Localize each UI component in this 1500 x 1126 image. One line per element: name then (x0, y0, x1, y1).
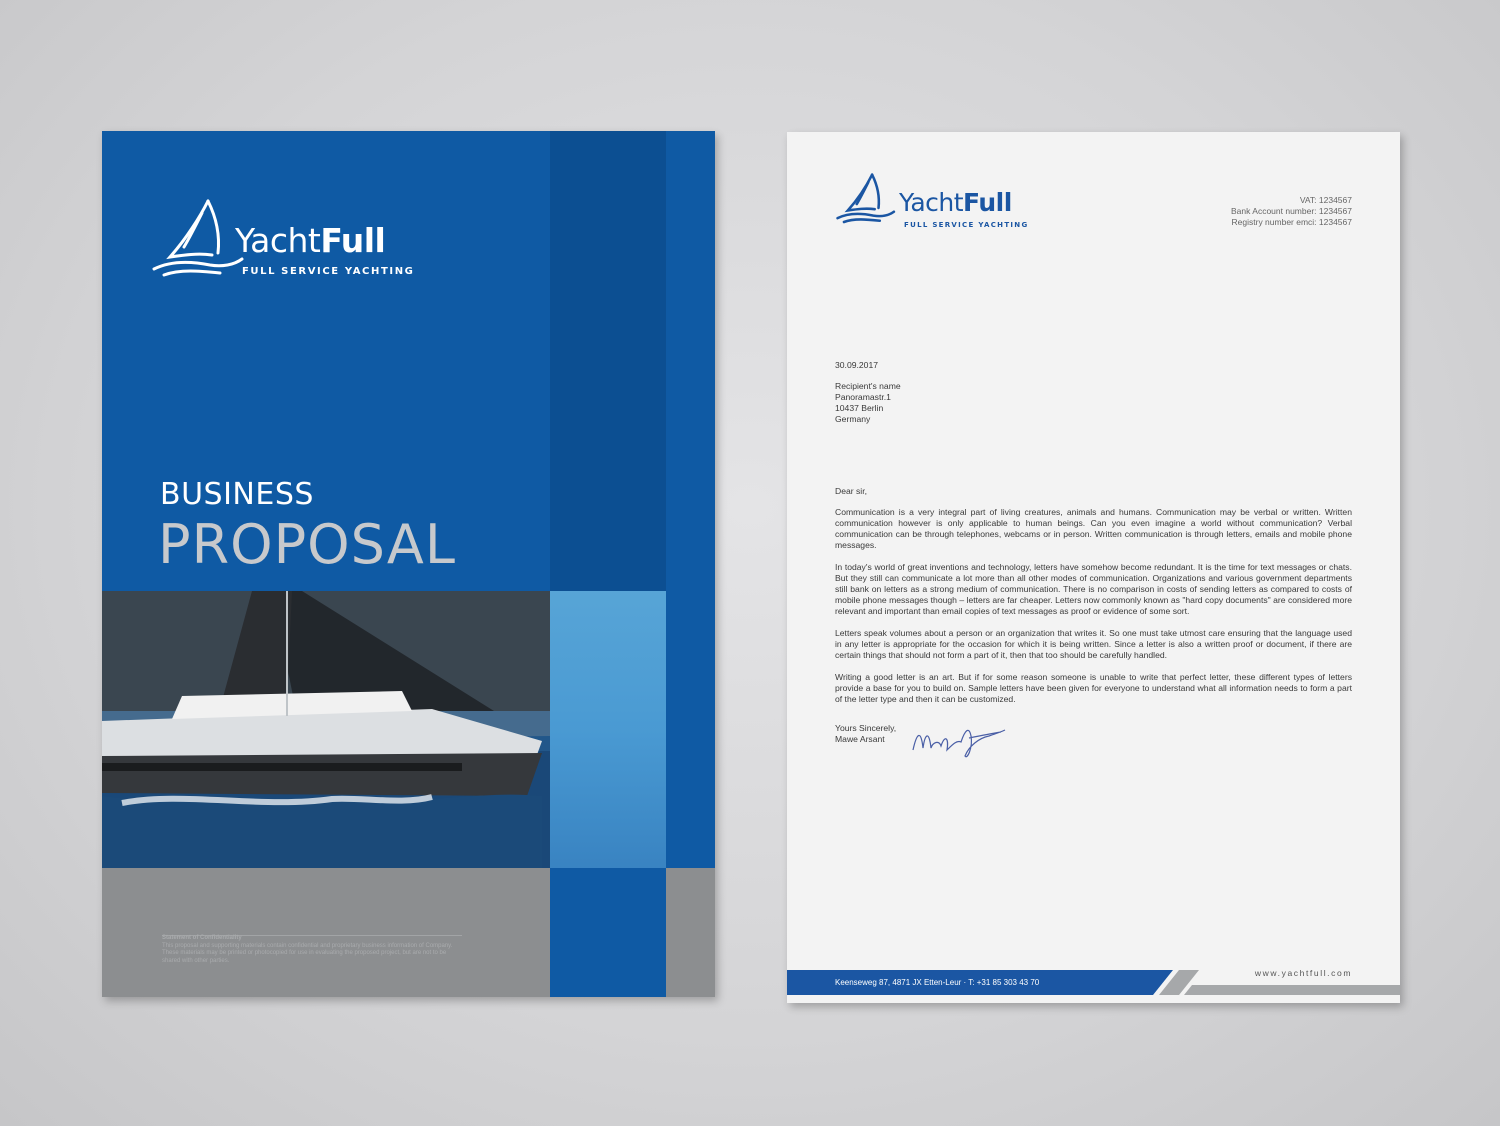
cover-title-business: BUSINESS (160, 477, 314, 512)
website-link[interactable]: www.yachtfull.com (1254, 968, 1352, 978)
cover-grey-band-right (666, 868, 715, 997)
signer-name: Mawe Arsant (835, 734, 885, 744)
bank-account-number: Bank Account number: 1234567 (1231, 206, 1352, 216)
confidentiality-statement (162, 931, 462, 965)
recipient-country: Germany (835, 414, 871, 424)
salutation: Dear sir, (835, 486, 867, 496)
letter-body (835, 507, 1352, 716)
cover-logo-tagline: FULL SERVICE YACHTING (242, 266, 415, 277)
letterhead (787, 132, 1400, 1003)
confidentiality-heading: Statement of Confidentiality (162, 935, 242, 941)
paragraph: Writing a good letter is an art. But if for some reason someone is unable to write that perfect letter, these different types of letters provide a base for you to build on. Sample letters have been given for everyone to understand what all information needs to form a part of the letter type and then it can be customized. (835, 672, 1352, 704)
cover-blue-column (550, 868, 666, 997)
letter-logo-tagline: FULL SERVICE YACHTING (904, 221, 1029, 229)
closing-phrase: Yours Sincerely, (835, 723, 897, 733)
cover-title-proposal: PROPOSAL (158, 513, 456, 576)
paragraph: Communication is a very integral part of living creatures, animals and humans. Communication may be verbal or written. Written communication however is only applicable to human beings. Can you even imagine a world without communication? Verbal communication can be through telephones, webcams or in person. Written communication is through letters, emails and mobile phone messages. (835, 507, 1352, 550)
vat-number: VAT: 1234567 (1299, 195, 1352, 205)
paragraph: In today's world of great inventions and technology, letters have somehow become redundant. It is the time for text messages or chats. But they still can communicate a lot more than all other modes of communication. Organizations and various government departments still bank on letters as a strong medium of communication. There is no comparison in costs of sending letters as compared to costs of mobile phone messages though – letters are far cheaper. Letters now commonly known as "hard copy documents" are considered more relevant and important than email copies of text messages as proof or evidence of some sort. (835, 562, 1352, 616)
photo-blue-overlay (550, 591, 666, 868)
paragraph: Letters speak volumes about a person or an organization that writes it. So one must take utmost care ensuring that the language used in any letter is appropriate for the occasion for which it is being written. Since a letter is also a written proof or document, if there are certain things that should not form a part of it, then that too should be carefully handled. (835, 628, 1352, 660)
sailboat-logo-icon (835, 168, 899, 228)
letter-date: 30.09.2017 (835, 360, 879, 370)
footer-address: Keenseweg 87, 4871 JX Etten-Leur · T: +31 85 303 43 70 (835, 978, 1040, 987)
letter-logo-wordmark: YachtFull (899, 188, 1012, 217)
recipient-address (835, 381, 1352, 425)
letter-logo (835, 168, 1035, 238)
yacht-photo (102, 591, 550, 868)
cover-logo-wordmark: YachtFull (235, 221, 386, 260)
proposal-cover (102, 131, 715, 997)
recipient-street: Panoramastr.1 (835, 392, 891, 402)
recipient-name: Recipient's name (835, 381, 901, 391)
signature (909, 720, 1009, 764)
yacht-illustration (102, 591, 550, 868)
confidentiality-text: This proposal and supporting materials contain confidential and proprietary business information of Company. These materials may be printed or photocopied for use in evaluating the proposed project, but are not to be shared with other parties. (162, 942, 453, 964)
registration-info (1231, 195, 1352, 228)
registry-number: Registry number emci: 1234567 (1231, 217, 1352, 227)
recipient-city: 10437 Berlin (835, 403, 884, 413)
